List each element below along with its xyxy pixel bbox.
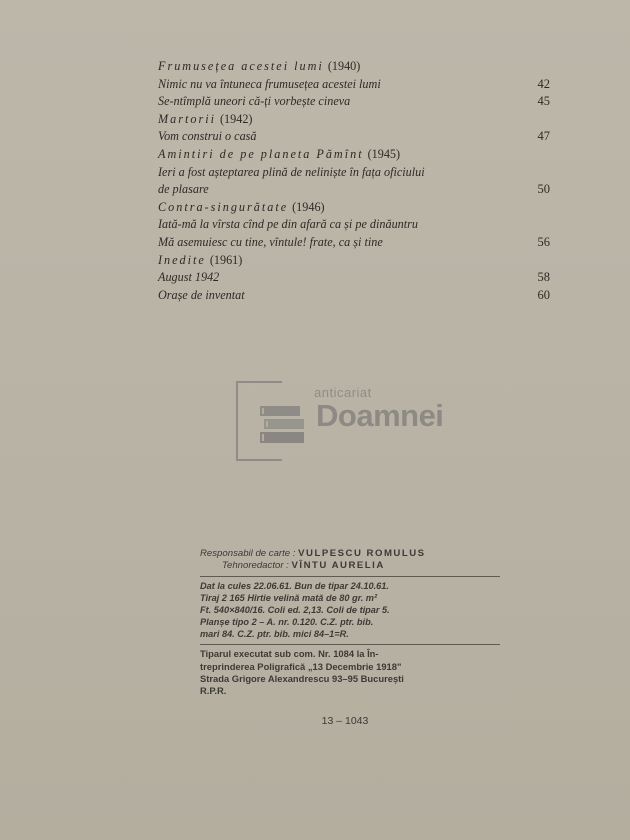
print-code: 13 – 1043 (321, 715, 369, 728)
toc-entry (158, 287, 558, 305)
print-details (200, 580, 510, 640)
toc-entry-year: (1940) (327, 59, 361, 73)
detail-line: mari 84. C.Z. ptr. bib. mici 84–1=R. (200, 629, 349, 640)
toc-entry-title: Mă asemuiesc cu tine, vîntule! frate, ca și tine (158, 234, 383, 249)
toc-entry-year: (1942) (219, 111, 253, 126)
toc-entry-title: Martorii (158, 111, 216, 126)
colophon (200, 548, 510, 727)
toc-entry-title: Inedite (158, 252, 206, 267)
toc-entry (158, 199, 558, 217)
technical-editor-value: VÎNTU AURELIA (291, 560, 385, 572)
toc-entry-year: (1946) (292, 199, 325, 214)
responsible-value: VULPESCU ROMULUS (298, 548, 426, 559)
toc-entry (158, 252, 558, 270)
toc-entry (158, 146, 558, 164)
toc-entry-title: Nimic nu va întuneca frumusețea acestei lumi (158, 76, 381, 91)
toc-entry-page: 50 (537, 182, 550, 197)
detail-line: Ft. 540×840/16. Coli ed. 2,13. Coli de tipar 5. (200, 605, 390, 616)
toc-entry-title: Orașe de inventat (158, 287, 245, 302)
toc-entry-year: (1945) (367, 146, 401, 161)
toc-entry (158, 269, 558, 287)
books-icon (258, 402, 316, 450)
printer-line: Strada Grigore Alexandrescu 93–95 București (200, 672, 404, 684)
printer-line: treprinderea Poligrafică „13 Decembrie 1918" (200, 660, 402, 672)
toc-entry-page: 58 (537, 270, 550, 285)
toc-entry-title: Contra-singurătate (158, 199, 289, 214)
toc-entry-page: 42 (537, 76, 550, 91)
watermark-logo (236, 381, 444, 461)
toc-entry-title: Iată-mă la vîrsta cînd pe din afară ca și pe dinăuntru (158, 217, 418, 232)
toc-entry-page: 56 (537, 234, 550, 249)
divider (200, 576, 500, 577)
responsible-label: Responsabil de carte : (200, 548, 296, 559)
printer-line: R.P.R. (200, 685, 227, 697)
technical-editor-label: Tehnoredactor : (222, 560, 289, 572)
printer-info (200, 648, 510, 697)
detail-line: Tiraj 2 165 Hîrtie velină mată de 80 gr. m² (200, 593, 378, 604)
toc-entry (158, 76, 558, 94)
toc-entry (158, 164, 558, 182)
detail-line: Planșe tipo 2 – A. nr. 0.120. C.Z. ptr. bib. (200, 617, 374, 628)
divider (200, 644, 500, 645)
toc-entry-title: Frumusețea acestei lumi (158, 59, 324, 73)
toc-entry-title: Amintiri de pe planeta Pămînt (158, 146, 364, 161)
watermark-big-text: Doamnei (316, 398, 444, 433)
toc-entry-page: 47 (537, 129, 550, 144)
toc-entry (158, 58, 558, 76)
table-of-contents (158, 58, 558, 304)
toc-entry (158, 181, 558, 199)
toc-entry-title: Vom construi o casă (158, 129, 257, 144)
toc-entry-title: Se-ntîmplă uneori că-ți vorbește cineva (158, 94, 351, 109)
toc-entry (158, 93, 558, 111)
toc-entry (158, 216, 558, 234)
technical-editor-line (200, 560, 510, 572)
toc-entry-year: (1961) (209, 252, 243, 267)
watermark-small-text: anticariat (314, 385, 372, 400)
toc-entry-page: 45 (537, 94, 550, 109)
toc-entry (158, 128, 558, 146)
toc-entry (158, 111, 558, 129)
responsible-line (200, 548, 510, 560)
detail-line: Dat la cules 22.06.61. Bun de tipar 24.10.61. (200, 581, 389, 592)
toc-entry (158, 234, 558, 252)
toc-entry-page: 60 (537, 287, 550, 302)
printer-line: Tiparul executat sub com. Nr. 1084 la În- (200, 648, 379, 660)
toc-entry-title: August 1942 (158, 270, 220, 285)
toc-entry-title: de plasare (158, 182, 209, 197)
toc-entry-title: Ieri a fost așteptarea plină de neliniște în fața oficiului (158, 164, 425, 179)
